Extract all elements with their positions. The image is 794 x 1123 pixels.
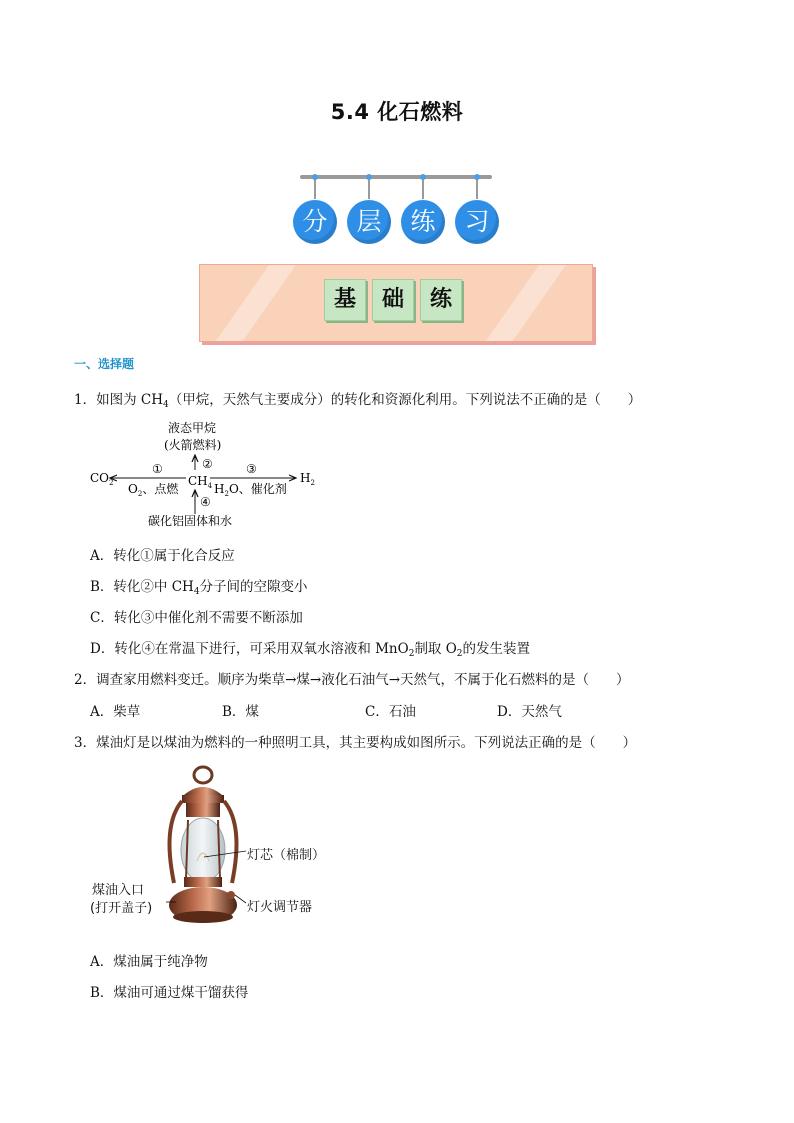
q1-option-a[interactable]: A．转化①属于化合反应 bbox=[90, 548, 235, 564]
label-inlet-1: 煤油入口 bbox=[92, 883, 145, 898]
header-rail bbox=[300, 175, 492, 179]
q1-option-b-sub: 4 bbox=[193, 587, 200, 597]
lamp-frame-left bbox=[170, 801, 183, 883]
ball-string bbox=[476, 177, 478, 199]
q1-stem-part: 1．如图为 CH bbox=[74, 392, 163, 408]
header-ball-1: 分 bbox=[293, 200, 337, 244]
step-number-3: ③ bbox=[246, 462, 257, 476]
species-h2: $H_2$ bbox=[300, 471, 315, 487]
banner-stripe bbox=[475, 264, 568, 342]
q1-option-b-part: 分子间的空隙变小 bbox=[199, 579, 308, 595]
q1-option-d-part: D．转化④在常温下进行，可采用双氧水溶液和 MnO bbox=[90, 641, 409, 657]
question-1-stem bbox=[74, 388, 641, 410]
diagram-top-label-2: (火箭燃料) bbox=[164, 438, 222, 452]
q1-option-d-sub: 2 bbox=[408, 649, 415, 659]
condition-left: $O_2$、点燃 bbox=[128, 482, 179, 498]
species-co2: $CO_2$ bbox=[90, 471, 114, 487]
ball-pin bbox=[420, 174, 426, 180]
banner-tile-2: 础 bbox=[372, 279, 414, 321]
ball-string bbox=[314, 177, 316, 199]
step-number-2: ② bbox=[202, 457, 213, 471]
condition-right: $H_2O$、催化剂 bbox=[214, 482, 287, 498]
q2-option-d[interactable]: D．天然气 bbox=[497, 704, 562, 720]
ball-string bbox=[422, 177, 424, 199]
q2-option-c[interactable]: C．石油 bbox=[365, 704, 416, 720]
diagram-top-label-1: 液态甲烷 bbox=[168, 421, 217, 435]
species-ch4: $CH_4$ bbox=[188, 474, 213, 490]
q1-option-d-part: 制取 O bbox=[414, 641, 457, 657]
methane-conversion-diagram bbox=[88, 418, 328, 533]
diagram-bottom-label: 碳化铝固体和水 bbox=[148, 514, 233, 528]
question-3-stem: 3．煤油灯是以煤油为燃料的一种照明工具，其主要构成如图所示。下列说法正确的是（ ） bbox=[74, 735, 637, 751]
lamp-regulator-knob bbox=[227, 891, 235, 899]
q3-option-a[interactable]: A．煤油属于纯净物 bbox=[90, 954, 208, 970]
lamp-chimney-top bbox=[186, 803, 220, 817]
ball-pin bbox=[312, 174, 318, 180]
q2-option-a[interactable]: A．柴草 bbox=[90, 704, 141, 720]
q1-option-d[interactable] bbox=[90, 637, 530, 659]
header-ball-2: 层 bbox=[347, 200, 391, 244]
q1-stem-sub: 4 bbox=[162, 400, 169, 410]
label-regulator: 灯火调节器 bbox=[247, 900, 313, 915]
header-ball-3: 练 bbox=[401, 200, 445, 244]
banner-tile-3: 练 bbox=[420, 279, 462, 321]
lamp-base bbox=[173, 911, 233, 923]
lamp-cap bbox=[184, 787, 222, 795]
step-number-4: ④ bbox=[200, 495, 211, 509]
lamp-frame-right bbox=[224, 801, 237, 883]
lamp-ring bbox=[194, 767, 212, 783]
q1-stem-part: （甲烷，天然气主要成分）的转化和资源化利用。下列说法不正确的是（ ） bbox=[168, 392, 642, 408]
banner-stripe bbox=[205, 264, 298, 342]
q1-option-c[interactable]: C．转化③中催化剂不需要不断添加 bbox=[90, 610, 303, 626]
q2-option-b[interactable]: B．煤 bbox=[222, 704, 259, 720]
leader-line-regulator bbox=[235, 895, 246, 903]
ball-pin bbox=[366, 174, 372, 180]
page-title: 5.4 化石燃料 bbox=[330, 100, 464, 124]
question-2-stem: 2．调查家用燃料变迁。顺序为柴草→煤→液化石油气→天然气，不属于化石燃料的是（ ） bbox=[74, 672, 630, 688]
q1-option-d-part: 的发生装置 bbox=[462, 641, 531, 657]
q1-option-d-sub: 2 bbox=[456, 649, 463, 659]
q1-option-b[interactable] bbox=[90, 575, 308, 597]
lamp-cap-band bbox=[182, 795, 224, 803]
section-heading: 一、选择题 bbox=[74, 357, 135, 371]
q1-option-b-part: B．转化②中 CH bbox=[90, 579, 194, 595]
step-number-1: ① bbox=[152, 462, 163, 476]
lamp-burner bbox=[184, 877, 222, 887]
banner-tile-1: 基 bbox=[324, 279, 366, 321]
ball-string bbox=[368, 177, 370, 199]
q3-option-b[interactable]: B．煤油可通过煤干馏获得 bbox=[90, 985, 249, 1001]
label-wick: 灯芯（棉制） bbox=[247, 848, 326, 863]
label-inlet-2: (打开盖子) bbox=[90, 901, 153, 916]
ball-pin bbox=[474, 174, 480, 180]
header-ball-4: 习 bbox=[455, 200, 499, 244]
